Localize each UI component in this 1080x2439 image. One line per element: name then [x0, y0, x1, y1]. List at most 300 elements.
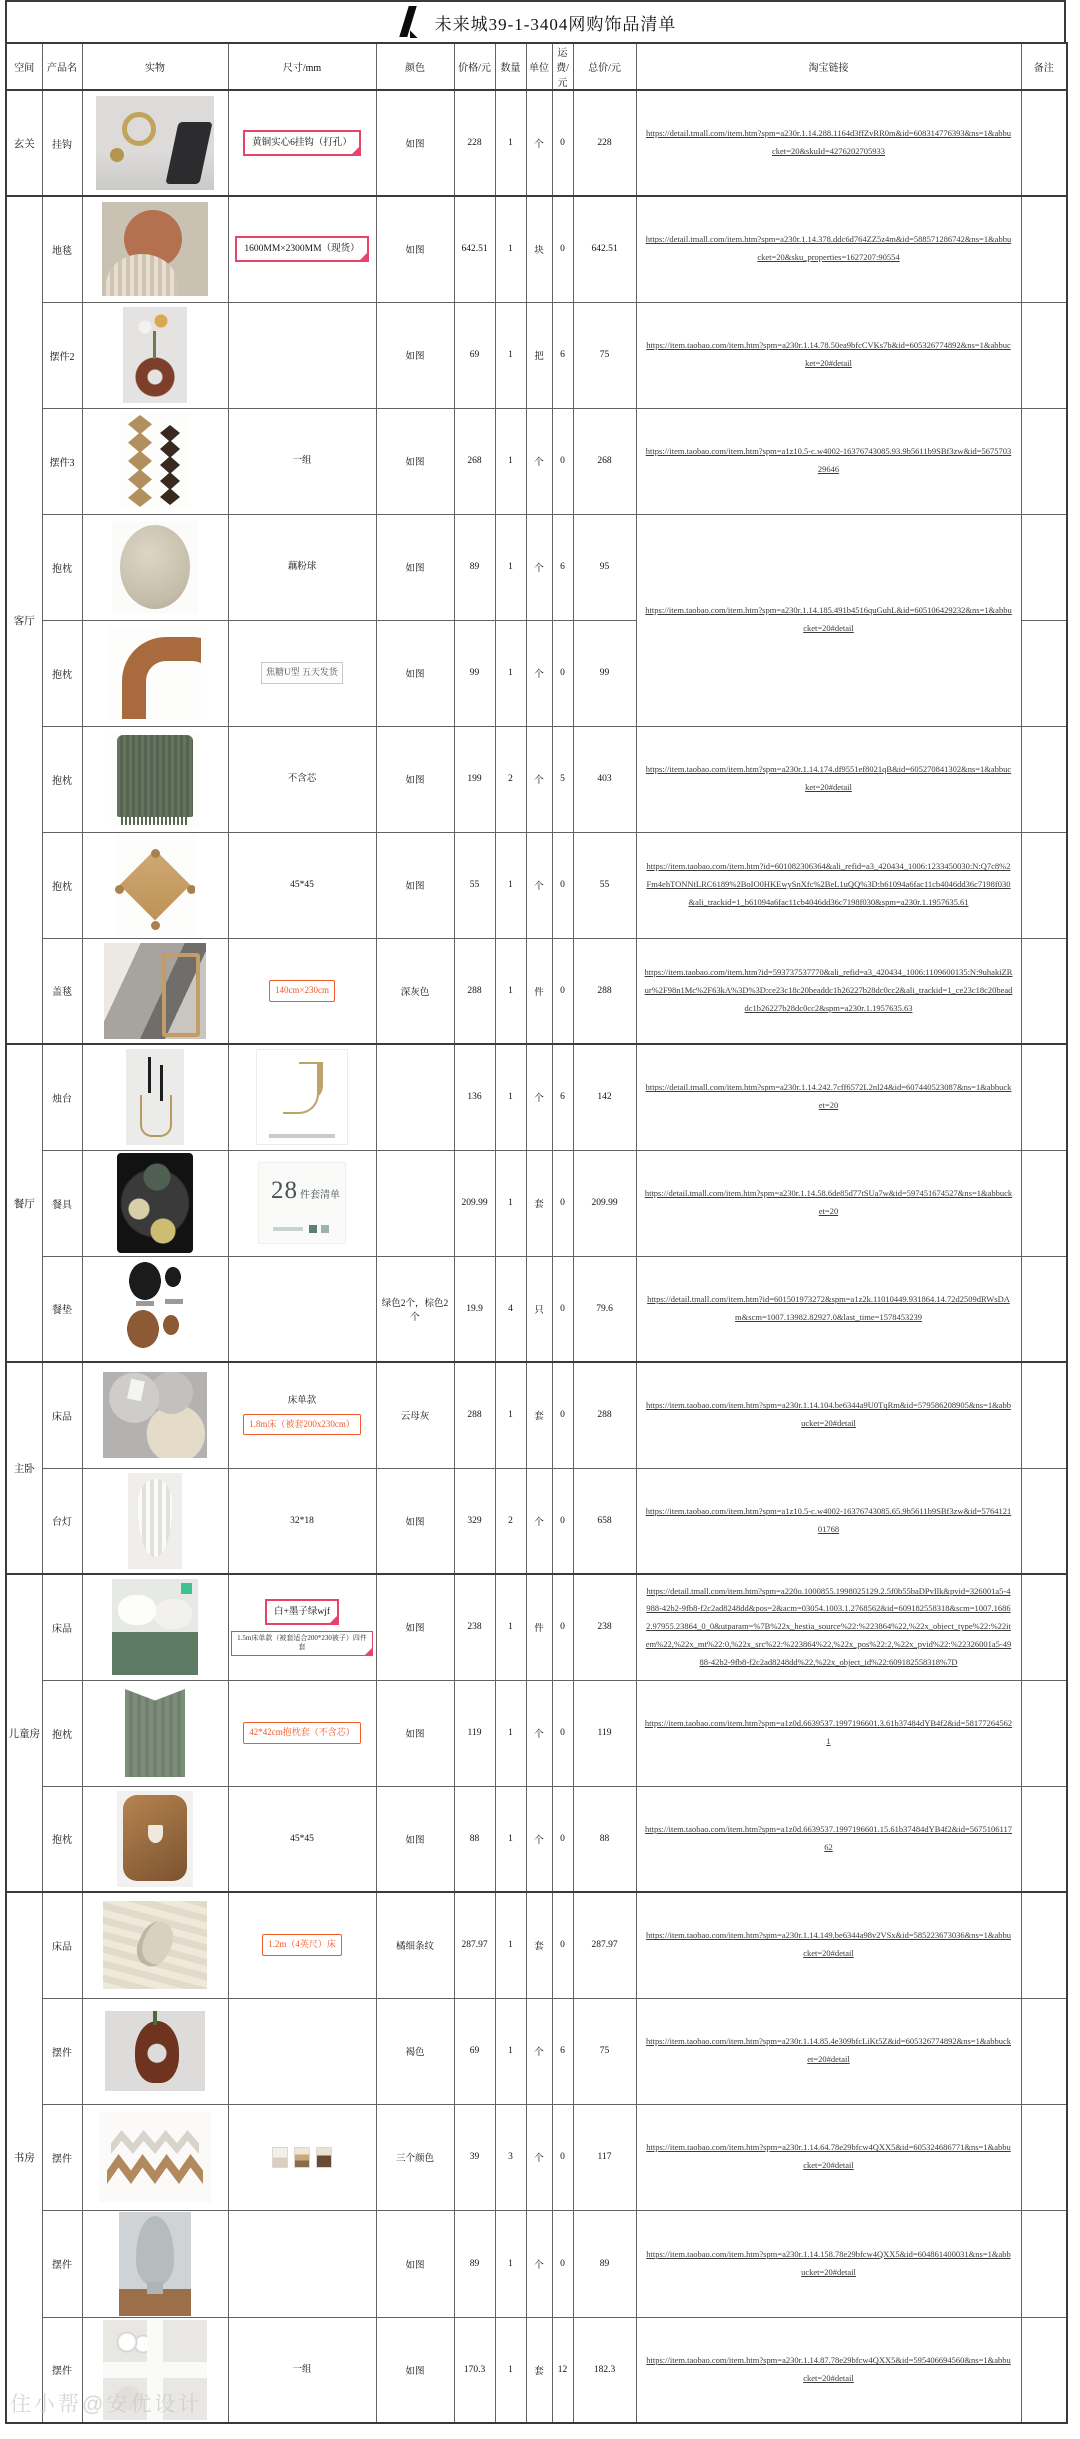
note-cell — [1021, 832, 1067, 938]
product-cell: 餐具 — [42, 1150, 82, 1256]
product-cell: 床品 — [42, 1892, 82, 1998]
shipping-cell: 0 — [552, 1256, 573, 1362]
qty-cell: 2 — [495, 726, 526, 832]
total-cell: 228 — [573, 90, 636, 196]
size-note: 1.5m床单款（被套适合200*230被子）四件套 — [231, 1631, 373, 1655]
qty-cell: 1 — [495, 1044, 526, 1150]
space-cell: 客厅 — [6, 196, 42, 1044]
taobao-link[interactable]: https://detail.tmall.com/item.htm?spm=a230r.1.14.378.ddc6d764ZZ5z4m&id=588571286742&ns=1&abbucket=20&sku_properties=1627207:90554 — [645, 234, 1012, 263]
size-note: 藕粉球 — [287, 561, 317, 572]
grey-blanket-photo — [104, 943, 206, 1039]
size-note: 白+墨子绿wjf — [265, 1599, 339, 1625]
qty-cell: 1 — [495, 1680, 526, 1786]
space-cell: 主卧 — [6, 1362, 42, 1574]
link-cell — [636, 1892, 1021, 1998]
column-header: 实物 — [82, 43, 228, 90]
price-cell: 19.9 — [454, 1256, 495, 1362]
total-cell: 403 — [573, 726, 636, 832]
product-cell: 挂钩 — [42, 90, 82, 196]
shipping-cell: 0 — [552, 1680, 573, 1786]
total-cell: 182.3 — [573, 2317, 636, 2423]
shipping-cell: 0 — [552, 1786, 573, 1892]
note-cell — [1021, 1150, 1067, 1256]
shipping-cell: 0 — [552, 1468, 573, 1574]
note-cell — [1021, 2210, 1067, 2317]
color-cell: 如图 — [376, 832, 454, 938]
size-note: 32*18 — [290, 1515, 314, 1526]
abstract-rug-photo — [102, 202, 208, 296]
size-note: 床单款 — [287, 1396, 317, 1407]
taobao-link[interactable]: https://detail.tmall.com/item.htm?id=601501973272&spm=a1z2k.11010449.931864.14.72d2509dRWsDAm&scm=1007.13982.82927.0&last_time=1578453239 — [647, 1293, 1010, 1322]
note-cell — [1021, 302, 1067, 408]
note-cell — [1021, 90, 1067, 196]
taobao-link[interactable]: https://item.taobao.com/item.htm?id=601082306364&ali_refid=a3_420434_1006:1233450030:N:Q7c8%2Fm4ehTONNtLRC6189%2BoIO0HKEwySnXfc%2BeL1uQQ%3D:b61094a6fac11cb4046dd36c7198f030&ali_trackid=1_b61094a6fac11cb4046dd36c7198f030&spm=a230r.1.1957635.61 — [646, 861, 1011, 907]
price-cell: 99 — [454, 620, 495, 726]
unit-cell: 把 — [526, 302, 552, 408]
round-pillow-photo — [112, 521, 198, 613]
note-cell — [1021, 196, 1067, 302]
product-cell: 摆件3 — [42, 408, 82, 514]
color-cell: 如图 — [376, 196, 454, 302]
color-cell: 如图 — [376, 302, 454, 408]
total-cell: 117 — [573, 2104, 636, 2210]
tableware-28set-image: 28 件套清单 — [258, 1162, 346, 1244]
shipping-cell: 0 — [552, 938, 573, 1044]
qty-cell: 1 — [495, 1574, 526, 1680]
size-note: 45*45 — [290, 879, 314, 890]
brown-pillow-photo — [117, 1791, 193, 1887]
photo-cell — [82, 1468, 228, 1574]
total-cell: 209.99 — [573, 1150, 636, 1256]
shipping-cell: 6 — [552, 1998, 573, 2104]
product-cell: 摆件 — [42, 2317, 82, 2423]
brand-logo-icon — [395, 5, 419, 39]
product-cell: 摆件 — [42, 2210, 82, 2317]
photo-cell — [82, 2210, 228, 2317]
total-cell: 75 — [573, 302, 636, 408]
qty-cell: 1 — [495, 90, 526, 196]
size-cell — [228, 1998, 376, 2104]
qty-cell: 1 — [495, 1786, 526, 1892]
photo-cell — [82, 938, 228, 1044]
link-cell — [636, 90, 1021, 196]
product-cell: 盖毯 — [42, 938, 82, 1044]
link-cell — [636, 1786, 1021, 1892]
total-cell: 268 — [573, 408, 636, 514]
product-cell: 抱枕 — [42, 726, 82, 832]
note-cell — [1021, 1680, 1067, 1786]
size-note: 一组 — [292, 2364, 312, 2375]
taobao-link[interactable]: https://item.taobao.com/item.htm?spm=a230r.1.14.158.78e29bfcw4QXX5&id=604861400031&ns=1&abbucket=20#detail — [646, 2248, 1011, 2277]
unit-cell: 块 — [526, 196, 552, 302]
color-cell: 如图 — [376, 514, 454, 620]
geometric-candlestick-pair-photo — [120, 413, 190, 509]
shipping-cell: 0 — [552, 90, 573, 196]
size-cell — [228, 1044, 376, 1150]
note-cell — [1021, 1786, 1067, 1892]
color-cell: 绿色2个，棕色2个 — [376, 1256, 454, 1362]
color-cell: 深灰色 — [376, 938, 454, 1044]
unit-cell: 个 — [526, 1998, 552, 2104]
taobao-link[interactable]: https://detail.tmall.com/item.htm?spm=a230r.1.14.58.6de85d77tSUa7w&id=597451674527&ns=1&abbucket=20 — [644, 1188, 1013, 1216]
size-cell — [228, 1892, 376, 1998]
price-cell: 287.97 — [454, 1892, 495, 1998]
size-note: 一组 — [292, 455, 312, 466]
taobao-link[interactable]: https://item.taobao.com/item.htm?spm=a230r.1.14.64.78e29bfcw4QXX5&id=605324686771&ns=1&abbucket=20#detail — [646, 2142, 1011, 2170]
link-cell — [636, 1680, 1021, 1786]
tableware-set-photo — [117, 1153, 193, 1253]
green-pillow-photo — [119, 1685, 191, 1781]
shipping-cell: 0 — [552, 1892, 573, 1998]
qty-cell: 1 — [495, 2210, 526, 2317]
column-header: 数量 — [495, 43, 526, 90]
total-cell: 119 — [573, 1680, 636, 1786]
price-cell: 288 — [454, 1362, 495, 1468]
unit-cell: 套 — [526, 1150, 552, 1256]
product-cell: 烛台 — [42, 1044, 82, 1150]
price-cell: 89 — [454, 2210, 495, 2317]
qty-cell: 2 — [495, 1468, 526, 1574]
color-cell: 三个颜色 — [376, 2104, 454, 2210]
color-cell: 如图 — [376, 620, 454, 726]
note-cell — [1021, 408, 1067, 514]
qty-cell: 3 — [495, 2104, 526, 2210]
qty-cell: 1 — [495, 832, 526, 938]
link-cell — [636, 1998, 1021, 2104]
unit-cell: 个 — [526, 2210, 552, 2317]
size-cell — [228, 1468, 376, 1574]
taobao-link[interactable]: https://item.taobao.com/item.htm?spm=a1z0d.6639537.1997196601.3.61b37484dYB4f2&id=581772645621 — [644, 1718, 1013, 1746]
note-cell — [1021, 1468, 1067, 1574]
unit-cell: 个 — [526, 832, 552, 938]
taobao-link[interactable]: https://item.taobao.com/item.htm?spm=a230r.1.14.87.78e29bfcw4QXX5&id=595406694560&ns=1&abbucket=20#detail — [646, 2354, 1011, 2383]
unit-cell: 个 — [526, 1044, 552, 1150]
qty-cell: 1 — [495, 2317, 526, 2423]
shipping-cell: 6 — [552, 514, 573, 620]
total-cell: 238 — [573, 1574, 636, 1680]
candlestick-sketch-image — [256, 1049, 348, 1145]
column-header: 备注 — [1021, 43, 1067, 90]
link-cell — [636, 1150, 1021, 1256]
taobao-link[interactable]: https://item.taobao.com/item.htm?spm=a230r.1.14.78.50ea9bfcCVKs7b&id=605326774892&ns=1&abbucket=20#detail — [646, 340, 1011, 368]
brown-glass-vase-photo — [105, 2011, 205, 2091]
total-cell: 95 — [573, 514, 636, 620]
link-cell — [636, 196, 1021, 302]
price-cell: 89 — [454, 514, 495, 620]
photo-cell — [82, 1574, 228, 1680]
column-header: 总价/元 — [573, 43, 636, 90]
color-cell: 如图 — [376, 90, 454, 196]
price-cell: 170.3 — [454, 2317, 495, 2423]
qty-cell: 1 — [495, 196, 526, 302]
link-cell — [636, 514, 1021, 726]
size-cell — [228, 514, 376, 620]
link-cell — [636, 2104, 1021, 2210]
shipping-cell: 12 — [552, 2317, 573, 2423]
unit-cell: 套 — [526, 1362, 552, 1468]
teardrop-placemats-photo — [121, 1259, 189, 1359]
size-cell — [228, 1680, 376, 1786]
qty-cell: 1 — [495, 620, 526, 726]
color-cell: 如图 — [376, 408, 454, 514]
photo-cell — [82, 1256, 228, 1362]
taobao-link[interactable]: https://detail.tmall.com/item.htm?spm=a220o.1000855.1998025129.2.5f0b55baDPvIlk&pvid=326001a5-4988-42b2-9fb8-f2c2ad8248dd&pos=2&acm=03054.1003.1.2768562&id=609182558318&scm=1007.16862.97955.23864_0_0&utparam=%7B%22x_hestia_source%22:%223864%22,%22x_object_type%22:%22item%22,%22x_mt%22:0,%22x_src%22:%223864%22,%22x_pos%22:2,%22x_pvid%22:%22326001a5-4988-42b2-9fb8-f2c2ad8248dd%22,%22x_object_id%22:609182558318%7D — [645, 1585, 1012, 1668]
total-cell: 99 — [573, 620, 636, 726]
product-cell: 抱枕 — [42, 1680, 82, 1786]
size-cell — [228, 620, 376, 726]
photo-cell — [82, 408, 228, 514]
photo-cell — [82, 2104, 228, 2210]
tulip-vase-photo — [123, 307, 187, 403]
product-cell: 摆件2 — [42, 302, 82, 408]
shipping-cell: 0 — [552, 2210, 573, 2317]
shipping-cell: 0 — [552, 832, 573, 938]
list-table-body — [6, 90, 1067, 2423]
unit-cell: 个 — [526, 2104, 552, 2210]
size-cell — [228, 832, 376, 938]
photo-cell — [82, 302, 228, 408]
price-cell: 69 — [454, 302, 495, 408]
color-cell: 如图 — [376, 1680, 454, 1786]
taobao-link[interactable]: https://item.taobao.com/item.htm?spm=a230r.1.14.85.4e309bfcLiKt5Z&id=605326774892&ns=1&abbucket=20#detail — [646, 2036, 1011, 2064]
space-cell: 书房 — [6, 1892, 42, 2423]
note-cell — [1021, 2317, 1067, 2423]
shopping-list-sheet — [5, 0, 1066, 2424]
wave-ornament-photo — [99, 2112, 211, 2202]
qty-cell: 4 — [495, 1256, 526, 1362]
product-cell: 摆件 — [42, 2104, 82, 2210]
price-cell: 329 — [454, 1468, 495, 1574]
price-cell: 55 — [454, 832, 495, 938]
price-cell: 119 — [454, 1680, 495, 1786]
link-cell — [636, 2317, 1021, 2423]
size-cell — [228, 1256, 376, 1362]
candlestick-photo — [126, 1049, 184, 1145]
header-row — [6, 43, 1067, 90]
taobao-link[interactable]: https://item.taobao.com/item.htm?spm=a1z10.5-c.w4002-16376743085.65.9b5611b9SBf3zw&id=576412101768 — [645, 1505, 1012, 1534]
total-cell: 55 — [573, 832, 636, 938]
note-cell — [1021, 2104, 1067, 2210]
shipping-cell: 0 — [552, 1574, 573, 1680]
note-cell — [1021, 514, 1067, 620]
qty-cell: 1 — [495, 1892, 526, 1998]
note-cell — [1021, 726, 1067, 832]
gourd-table-lamp-photo — [128, 1473, 182, 1569]
product-cell: 床品 — [42, 1574, 82, 1680]
total-cell: 287.97 — [573, 1892, 636, 1998]
total-cell: 88 — [573, 1786, 636, 1892]
price-cell: 228 — [454, 90, 495, 196]
taobao-link[interactable]: https://item.taobao.com/item.htm?spm=a230r.1.14.104.be6344a9U0TqRm&id=579586208905&ns=1&abbucket=20#detail — [646, 1400, 1011, 1429]
unit-cell: 套 — [526, 1892, 552, 1998]
taobao-link[interactable]: https://item.taobao.com/item.htm?spm=a1z0d.6639537.1997196601.15.61b37484dYB4f2&id=567510611762 — [645, 1823, 1012, 1852]
color-cell: 如图 — [376, 1574, 454, 1680]
note-cell — [1021, 1998, 1067, 2104]
qty-cell: 1 — [495, 408, 526, 514]
shipping-cell: 0 — [552, 1362, 573, 1468]
color-cell: 褐色 — [376, 1998, 454, 2104]
page-title: 未来城39-1-3404网购饰品清单 — [434, 14, 677, 34]
size-cell — [228, 2104, 376, 2210]
taobao-link[interactable]: https://item.taobao.com/item.htm?spm=a230r.1.14.174.df9551ef8021qB&id=605270841302&ns=1&abbucket=20#detail — [645, 764, 1012, 792]
diamond-weave-pillow-photo — [115, 835, 195, 935]
price-cell: 69 — [454, 1998, 495, 2104]
note-cell — [1021, 1892, 1067, 1998]
head-sculpture-photo — [119, 2212, 191, 2316]
unit-cell: 只 — [526, 1256, 552, 1362]
column-header: 价格/元 — [454, 43, 495, 90]
column-header: 运费/元 — [552, 43, 573, 90]
photo-cell — [82, 620, 228, 726]
color-cell: 如图 — [376, 2317, 454, 2423]
size-cell — [228, 302, 376, 408]
qty-cell: 1 — [495, 1362, 526, 1468]
product-cell: 餐垫 — [42, 1256, 82, 1362]
column-header: 单位 — [526, 43, 552, 90]
qty-cell: 1 — [495, 1998, 526, 2104]
space-cell: 儿童房 — [6, 1574, 42, 1892]
product-cell: 抱枕 — [42, 832, 82, 938]
display-cube-photo — [103, 2320, 207, 2420]
column-header: 尺寸/mm — [228, 43, 376, 90]
column-header: 空间 — [6, 43, 42, 90]
note-cell — [1021, 1574, 1067, 1680]
grey-bedding-photo — [103, 1372, 207, 1458]
unit-cell: 个 — [526, 90, 552, 196]
price-cell: 88 — [454, 1786, 495, 1892]
purchase-list-table — [5, 42, 1068, 2424]
link-cell — [636, 1468, 1021, 1574]
link-cell — [636, 1362, 1021, 1468]
color-cell: 如图 — [376, 1786, 454, 1892]
link-cell — [636, 1044, 1021, 1150]
size-cell — [228, 2317, 376, 2423]
size-cell — [228, 1362, 376, 1468]
color-cell: 橘细条纹 — [376, 1892, 454, 1998]
total-cell: 642.51 — [573, 196, 636, 302]
color-cell: 如图 — [376, 1468, 454, 1574]
unit-cell: 个 — [526, 1468, 552, 1574]
photo-cell — [82, 2317, 228, 2423]
price-cell: 209.99 — [454, 1150, 495, 1256]
link-cell — [636, 408, 1021, 514]
photo-cell — [82, 1362, 228, 1468]
photo-cell — [82, 1150, 228, 1256]
link-cell — [636, 2210, 1021, 2317]
shipping-cell: 5 — [552, 726, 573, 832]
shipping-cell: 0 — [552, 620, 573, 726]
size-cell — [228, 408, 376, 514]
total-cell: 658 — [573, 1468, 636, 1574]
price-cell: 642.51 — [454, 196, 495, 302]
size-note: 黄铜实心6挂钩（打孔） — [243, 130, 361, 156]
link-cell — [636, 938, 1021, 1044]
product-cell: 抱枕 — [42, 514, 82, 620]
product-cell: 摆件 — [42, 1998, 82, 2104]
unit-cell: 个 — [526, 514, 552, 620]
total-cell: 288 — [573, 938, 636, 1044]
space-cell: 餐厅 — [6, 1044, 42, 1362]
photo-cell — [82, 514, 228, 620]
qty-cell: 1 — [495, 514, 526, 620]
column-header: 淘宝链接 — [636, 43, 1021, 90]
size-note: 140cm×230cm — [269, 980, 335, 1002]
photo-cell — [82, 1998, 228, 2104]
taobao-link[interactable]: https://item.taobao.com/item.htm?id=593737537770&ali_refid=a3_420434_1006:1109600135:N:9uhakiZRur%2F98n1Mc%2F63kA%3D%3D:ce23c18c20beaddc1b26227b28dc0cc2&ali_trackid=1_ce23c18c20beaddc1b26227b28dc0cc2&spm=a230r.1.1957635.63 — [644, 966, 1013, 1013]
photo-cell — [82, 832, 228, 938]
photo-cell — [82, 1044, 228, 1150]
taobao-link[interactable]: https://item.taobao.com/item.htm?spm=a230r.1.14.149.be6344a98v2VSx&id=585223673036&ns=1&abbucket=20#detail — [646, 1930, 1011, 1959]
size-cell — [228, 938, 376, 1044]
qty-cell: 1 — [495, 1150, 526, 1256]
shipping-cell: 6 — [552, 1044, 573, 1150]
size-cell — [228, 1786, 376, 1892]
note-cell — [1021, 620, 1067, 726]
photo-cell — [82, 1680, 228, 1786]
unit-cell: 个 — [526, 726, 552, 832]
qty-cell: 1 — [495, 302, 526, 408]
taobao-link[interactable]: https://item.taobao.com/item.htm?spm=a1z10.5-c.w4002-16376743085.93.9b5611b9SBf3zw&id=567570329646 — [645, 446, 1012, 474]
price-cell: 238 — [454, 1574, 495, 1680]
size-note: 1600MM×2300MM（现货） — [235, 236, 368, 262]
total-cell: 89 — [573, 2210, 636, 2317]
unit-cell: 个 — [526, 1786, 552, 1892]
taobao-link[interactable]: https://detail.tmall.com/item.htm?spm=a230r.1.14.242.7cff6572L2nl24&id=607440523087&ns=1&abbucket=20 — [645, 1082, 1012, 1111]
price-cell: 136 — [454, 1044, 495, 1150]
price-cell: 268 — [454, 408, 495, 514]
beige-bedding-photo — [103, 1901, 207, 1989]
photo-cell — [82, 90, 228, 196]
unit-cell: 件 — [526, 1574, 552, 1680]
link-cell — [636, 726, 1021, 832]
shipping-cell: 0 — [552, 408, 573, 514]
size-cell — [228, 726, 376, 832]
size-note: 1.8m床（被套200x230cm） — [243, 1414, 361, 1436]
total-cell: 288 — [573, 1362, 636, 1468]
note-cell — [1021, 938, 1067, 1044]
link-cell — [636, 302, 1021, 408]
u-shape-pillow-photo — [109, 627, 201, 719]
shipping-cell: 0 — [552, 1150, 573, 1256]
size-note: 42*42cm抱枕套（不含芯） — [243, 1722, 361, 1744]
product-cell: 台灯 — [42, 1468, 82, 1574]
title-bar — [5, 0, 1066, 42]
size-note: 1.2m（4英尺）床 — [262, 1934, 342, 1956]
size-cell — [228, 1574, 376, 1680]
unit-cell: 个 — [526, 620, 552, 726]
space-cell: 玄关 — [6, 90, 42, 196]
link-cell — [636, 1574, 1021, 1680]
photo-cell — [82, 726, 228, 832]
unit-cell: 套 — [526, 2317, 552, 2423]
size-note: 45*45 — [290, 1833, 314, 1844]
unit-cell: 个 — [526, 1680, 552, 1786]
product-cell: 床品 — [42, 1362, 82, 1468]
photo-cell — [82, 196, 228, 302]
shipping-cell: 0 — [552, 2104, 573, 2210]
color-cell: 如图 — [376, 2210, 454, 2317]
shipping-cell: 6 — [552, 302, 573, 408]
size-cell — [228, 90, 376, 196]
link-cell — [636, 1256, 1021, 1362]
taobao-link[interactable]: https://detail.tmall.com/item.htm?spm=a230r.1.14.288.1164d3ffZvRR0m&id=608314776393&ns=1&abbucket=20&skuId=4276202705933 — [646, 128, 1011, 156]
taobao-link[interactable]: https://item.taobao.com/item.htm?spm=a230r.1.14.185.491b4516quGuhL&id=605106429232&ns=1&abbucket=20#detail — [645, 605, 1012, 633]
size-note: 不含芯 — [287, 773, 317, 784]
total-cell: 79.6 — [573, 1256, 636, 1362]
total-cell: 142 — [573, 1044, 636, 1150]
color-cell: 云母灰 — [376, 1362, 454, 1468]
photo-cell — [82, 1786, 228, 1892]
